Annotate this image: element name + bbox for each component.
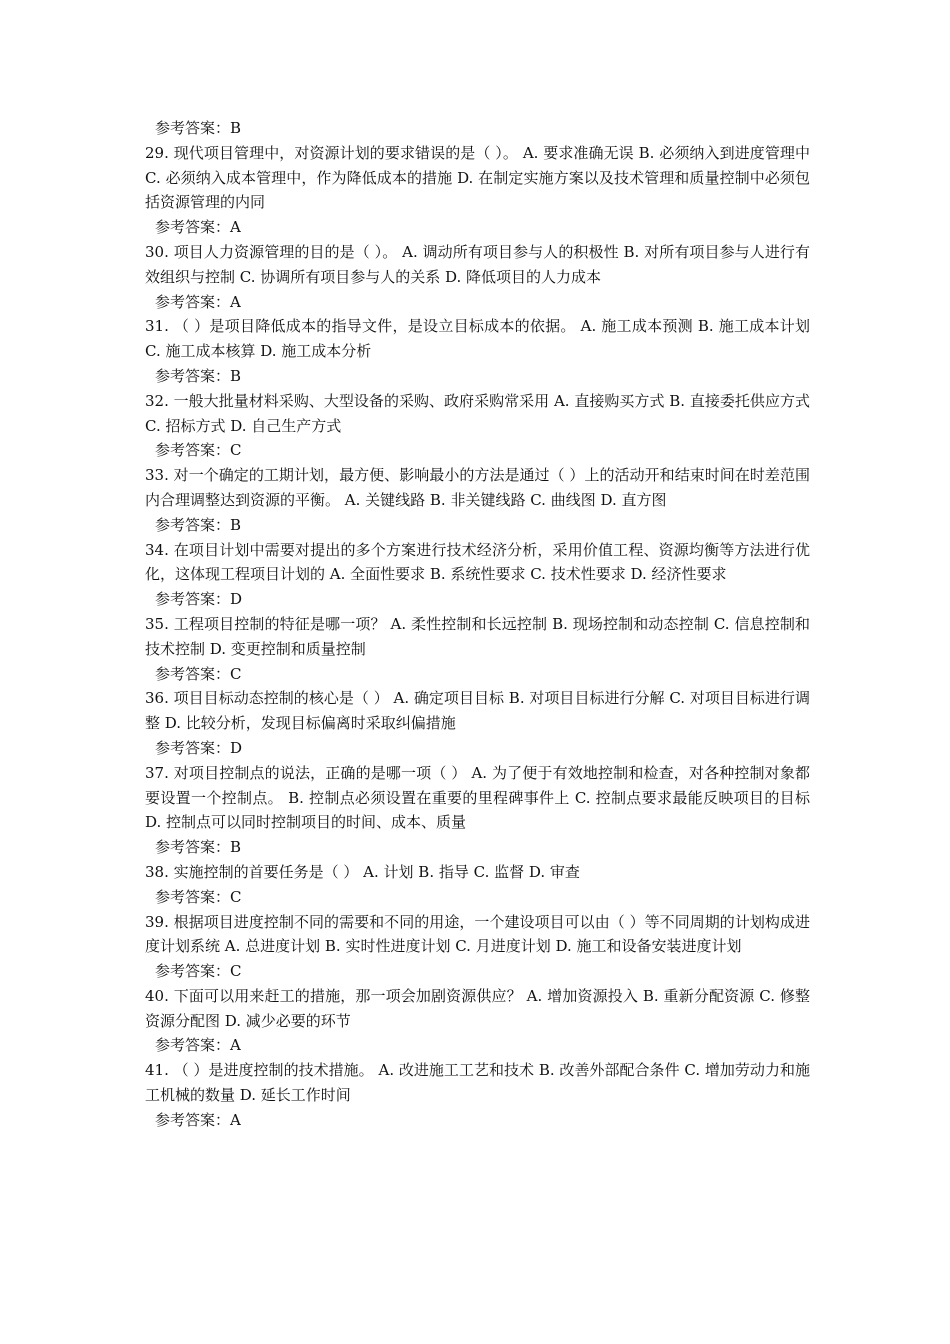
question-text: 40. 下面可以用来赶工的措施，那一项会加剧资源供应？ A. 增加资源投入 B. 重新分配资源 C. 修整资源分配图 D. 减少必要的环节 — [145, 986, 810, 1030]
question-block — [145, 860, 810, 910]
question-block — [145, 1058, 810, 1132]
answer-value: B — [230, 515, 242, 534]
answer-line — [145, 959, 810, 984]
answer-line — [145, 513, 810, 538]
answer-line — [145, 835, 810, 860]
answer-label: 参考答案： — [155, 664, 231, 683]
question-block — [145, 612, 810, 686]
answer-line — [145, 290, 810, 315]
question-block — [145, 141, 810, 240]
answer-label: 参考答案： — [155, 1110, 231, 1129]
answer-label: 参考答案： — [155, 515, 231, 534]
answer-label: 参考答案： — [155, 119, 231, 137]
answer-line — [145, 215, 810, 240]
document-page — [145, 116, 810, 1133]
answer-label: 参考答案： — [155, 1036, 231, 1055]
question-text: 37. 对项目控制点的说法，正确的是哪一项（ ） A. 为了便于有效地控制和检查，对各种控制对象都要设置一个控制点。 B. 控制点必须设置在重要的里程碑事件上 C. 控制点要求最能反映项目的目标 D. 控制点可以同时控制项目的时间、成本、质量 — [145, 763, 810, 832]
answer-line — [145, 1108, 810, 1133]
question-text: 33. 对一个确定的工期计划，最方便、影响最小的方法是通过（ ）上的活动开和结束时间在时差范围内合理调整达到资源的平衡。 A. 关键线路 B. 非关键线路 C. 曲线图 D. 直方图 — [145, 466, 810, 509]
answer-label: 参考答案： — [155, 292, 231, 311]
answer-value: A — [230, 1036, 241, 1055]
answer-value: A — [230, 218, 241, 237]
answer-label: 参考答案： — [155, 218, 231, 237]
answer-label: 参考答案： — [155, 590, 231, 609]
question-block — [145, 910, 810, 984]
question-text: 31. （ ）是项目降低成本的指导文件，是设立目标成本的依据。 A. 施工成本预测 B. 施工成本计划 C. 施工成本核算 D. 施工成本分析 — [145, 317, 810, 361]
answer-value: B — [230, 838, 242, 857]
question-text: 39. 根据项目进度控制不同的需要和不同的用途，一个建设项目可以由（ ）等不同周期的计划构成进度计划系统 A. 总进度计划 B. 实时性进度计划 C. 月进度计划 D. 施工和设备安装进度计划 — [145, 912, 810, 956]
answer-value: C — [230, 962, 242, 981]
question-block — [145, 686, 810, 760]
question-text: 41. （ ）是进度控制的技术措施。 A. 改进施工工艺和技术 B. 改善外部配合条件 C. 增加劳动力和施工机械的数量 D. 延长工作时间 — [145, 1061, 810, 1105]
answer-label: 参考答案： — [155, 887, 231, 906]
question-text: 35. 工程项目控制的特征是哪一项？ A. 柔性控制和长远控制 B. 现场控制和动态控制 C. 信息控制和技术控制 D. 变更控制和质量控制 — [145, 614, 810, 658]
answer-line — [145, 662, 810, 687]
question-text: 29. 现代项目管理中，对资源计划的要求错误的是（ ）。 A. 要求准确无误 B. 必须纳入到进度管理中 C. 必须纳入成本管理中，作为降低成本的措施 D. 在制定实施方案以及技术管理和质量控制中必须包括资源管理的内同 — [145, 143, 810, 212]
answer-value: C — [230, 441, 242, 460]
answer-line — [145, 116, 810, 141]
answer-line — [145, 1033, 810, 1058]
answer-label: 参考答案： — [155, 962, 231, 981]
answer-line — [145, 438, 810, 463]
question-text: 32. 一般大批量材料采购、大型设备的采购、政府采购常采用 A. 直接购买方式 B. 直接委托供应方式 C. 招标方式 D. 自己生产方式 — [145, 391, 810, 435]
question-block — [145, 984, 810, 1058]
answer-line — [145, 587, 810, 612]
question-block — [145, 761, 810, 860]
question-block — [145, 240, 810, 314]
answer-value: C — [230, 887, 242, 906]
question-text: 34. 在项目计划中需要对提出的多个方案进行技术经济分析，采用价值工程、资源均衡等方法进行优化，这体现工程项目计划的 A. 全面性要求 B. 系统性要求 C. 技术性要求 D. 经济性要求 — [145, 540, 810, 584]
answer-value: B — [230, 366, 242, 385]
answer-value: A — [230, 292, 241, 311]
answer-label: 参考答案： — [155, 838, 231, 857]
answer-value: D — [230, 590, 243, 609]
answer-label: 参考答案： — [155, 441, 231, 460]
question-text: 36. 项目目标动态控制的核心是（ ） A. 确定项目目标 B. 对项目目标进行分解 C. 对项目目标进行调整 D. 比较分析，发现目标偏离时采取纠偏措施 — [145, 689, 810, 733]
answer-line — [145, 364, 810, 389]
answer-label: 参考答案： — [155, 366, 231, 385]
question-block — [145, 538, 810, 612]
question-text: 30. 项目人力资源管理的目的是（ ）。 A. 调动所有项目参与人的积极性 B. 对所有项目参与人进行有效组织与控制 C. 协调所有项目参与人的关系 D. 降低项目的人力成本 — [145, 242, 810, 286]
question-block — [145, 389, 810, 463]
question-block — [145, 463, 810, 537]
answer-line — [145, 885, 810, 910]
answer-value: A — [230, 1110, 241, 1129]
question-block — [145, 314, 810, 388]
answer-line — [145, 736, 810, 761]
answer-value: B — [230, 119, 242, 137]
answer-label: 参考答案： — [155, 738, 231, 757]
answer-value: D — [230, 738, 243, 757]
question-text: 38. 实施控制的首要任务是（ ） A. 计划 B. 指导 C. 监督 D. 审查 — [145, 862, 580, 881]
answer-value: C — [230, 664, 242, 683]
